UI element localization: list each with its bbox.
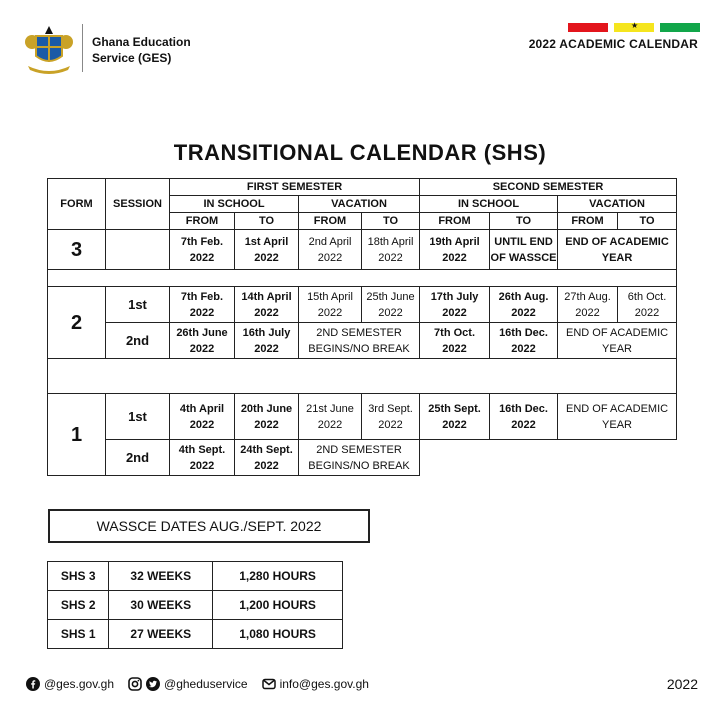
- session-1st: 1st: [106, 287, 170, 323]
- from-header: FROM: [420, 213, 490, 230]
- date-cell: 16th Dec. 2022: [490, 323, 558, 359]
- date-cell: 18th April 2022: [362, 230, 420, 270]
- twitter-icon: [146, 677, 160, 691]
- to-header: TO: [618, 213, 677, 230]
- social-links[interactable]: [128, 677, 248, 691]
- row-spacer: [48, 270, 677, 287]
- ges-coat-of-arms-logo: [22, 22, 76, 76]
- wassce-dates-box: WASSCE DATES AUG./SEPT. 2022: [48, 509, 370, 543]
- date-cell: UNTIL END OF WASSCE: [490, 230, 558, 270]
- facebook-link[interactable]: [26, 677, 114, 691]
- date-cell: 2ND SEMESTER BEGINS/NO BREAK: [299, 323, 420, 359]
- date-cell: 16th July 2022: [235, 323, 299, 359]
- date-cell: 7th Feb. 2022: [170, 287, 235, 323]
- academic-calendar-title: 2022 ACADEMIC CALENDAR: [528, 37, 698, 51]
- to-header: TO: [490, 213, 558, 230]
- facebook-handle: @ges.gov.gh: [44, 677, 115, 691]
- session-2nd: 2nd: [106, 440, 170, 476]
- date-cell: 6th Oct. 2022: [618, 287, 677, 323]
- date-cell: 2ND SEMESTER BEGINS/NO BREAK: [299, 440, 420, 476]
- footer: [26, 677, 383, 691]
- org-line-1: Ghana Education: [92, 35, 191, 49]
- instagram-icon: [128, 677, 142, 691]
- date-cell: 17th July 2022: [420, 287, 490, 323]
- date-cell: 7th Oct. 2022: [420, 323, 490, 359]
- date-cell: END OF ACADEMIC YEAR: [558, 323, 677, 359]
- from-header: FROM: [170, 213, 235, 230]
- date-cell: 24th Sept. 2022: [235, 440, 299, 476]
- social-handle: @gheduservice: [164, 677, 248, 691]
- flag-bar-green: [660, 23, 700, 32]
- summary-table: [47, 561, 343, 649]
- summary-row: [48, 562, 343, 591]
- ss-in-school-header: IN SCHOOL: [420, 196, 558, 213]
- date-cell: 26th Aug. 2022: [490, 287, 558, 323]
- flag-bar-red: [568, 23, 608, 32]
- date-cell: 27th Aug. 2022: [558, 287, 618, 323]
- date-cell: 26th June 2022: [170, 323, 235, 359]
- date-cell: 4th Sept. 2022: [170, 440, 235, 476]
- date-cell: 3rd Sept. 2022: [362, 394, 420, 440]
- email-link[interactable]: [262, 677, 369, 691]
- summary-weeks: 32 WEEKS: [109, 562, 213, 591]
- summary-weeks: 30 WEEKS: [109, 591, 213, 620]
- fs-in-school-header: IN SCHOOL: [170, 196, 299, 213]
- form-1-label: 1: [48, 394, 106, 476]
- empty-cell: [420, 440, 677, 476]
- summary-level: SHS 2: [48, 591, 109, 620]
- date-cell: 19th April 2022: [420, 230, 490, 270]
- summary-hours: 1,280 HOURS: [213, 562, 343, 591]
- session-1st: 1st: [106, 394, 170, 440]
- flag-bar-yellow: ★: [614, 23, 654, 32]
- date-cell: END OF ACADEMIC YEAR: [558, 230, 677, 270]
- to-header: TO: [235, 213, 299, 230]
- facebook-icon: [26, 677, 40, 691]
- date-cell: 1st April 2022: [235, 230, 299, 270]
- date-cell: 25th Sept. 2022: [420, 394, 490, 440]
- date-cell: 4th April 2022: [170, 394, 235, 440]
- form-2-label: 2: [48, 287, 106, 359]
- date-cell: 25th June 2022: [362, 287, 420, 323]
- flag-color-bars: [568, 23, 700, 32]
- date-cell: 7th Feb. 2022: [170, 230, 235, 270]
- from-header: FROM: [299, 213, 362, 230]
- session-header: SESSION: [106, 179, 170, 230]
- logo-divider: [82, 24, 83, 72]
- date-cell: 14th April 2022: [235, 287, 299, 323]
- first-semester-header: FIRST SEMESTER: [170, 179, 420, 196]
- to-header: TO: [362, 213, 420, 230]
- calendar-table: [47, 178, 677, 476]
- second-semester-header: SECOND SEMESTER: [420, 179, 677, 196]
- summary-level: SHS 1: [48, 620, 109, 649]
- ss-vacation-header: VACATION: [558, 196, 677, 213]
- footer-year: 2022: [666, 676, 698, 692]
- session-empty: [106, 230, 170, 270]
- summary-hours: 1,200 HOURS: [213, 591, 343, 620]
- fs-vacation-header: VACATION: [299, 196, 420, 213]
- date-cell: 2nd April 2022: [299, 230, 362, 270]
- page-title: TRANSITIONAL CALENDAR (SHS): [173, 140, 547, 165]
- session-2nd: 2nd: [106, 323, 170, 359]
- form-header: FORM: [48, 179, 106, 230]
- summary-row: [48, 620, 343, 649]
- from-header: FROM: [558, 213, 618, 230]
- form-3-label: 3: [48, 230, 106, 270]
- summary-weeks: 27 WEEKS: [109, 620, 213, 649]
- date-cell: END OF ACADEMIC YEAR: [558, 394, 677, 440]
- email-address: info@ges.gov.gh: [279, 677, 369, 691]
- date-cell: 15th April 2022: [299, 287, 362, 323]
- summary-row: [48, 591, 343, 620]
- date-cell: 20th June 2022: [235, 394, 299, 440]
- summary-level: SHS 3: [48, 562, 109, 591]
- date-cell: 16th Dec. 2022: [490, 394, 558, 440]
- summary-hours: 1,080 HOURS: [213, 620, 343, 649]
- org-line-2: Service (GES): [92, 51, 172, 65]
- date-cell: 21st June 2022: [299, 394, 362, 440]
- row-spacer: [48, 359, 677, 394]
- organization-name: [92, 34, 191, 66]
- email-icon: [262, 677, 276, 691]
